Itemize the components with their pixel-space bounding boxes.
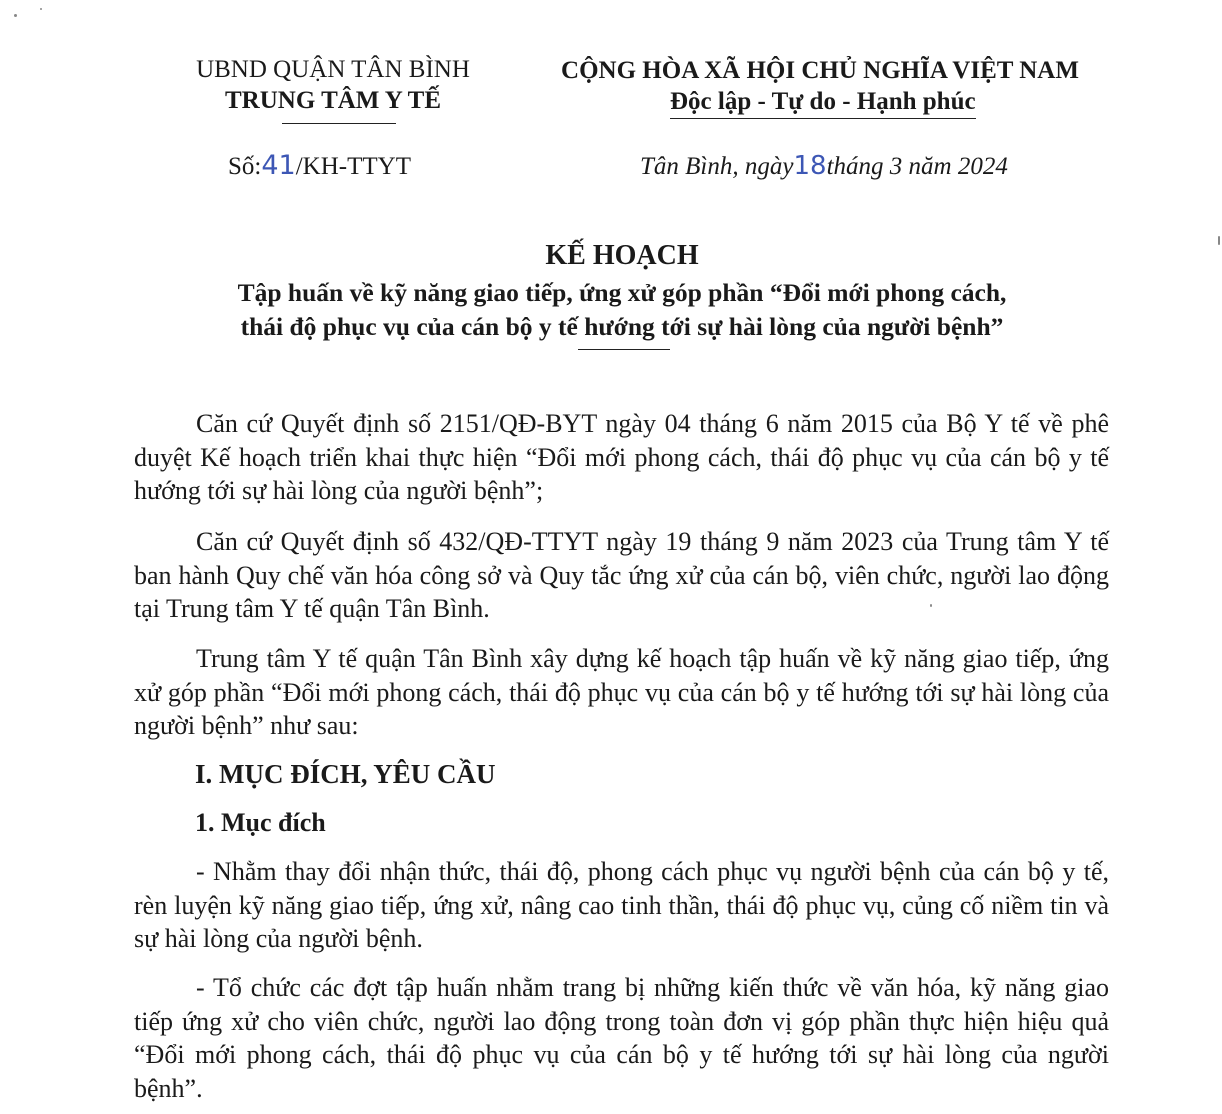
- issuing-agency: TRUNG TÂM Y TẾ: [224, 87, 441, 114]
- agency-underline: [282, 123, 396, 124]
- document-number: [228, 150, 411, 181]
- subsection-heading: 1. Mục đích: [195, 808, 326, 837]
- document-subject-line-1: Tập huấn về kỹ năng giao tiếp, ứng xử góp phần “Đổi mới phong cách,: [237, 278, 1007, 307]
- document-subject-line-2: thái độ phục vụ của cán bộ y tế hướng tới sự hài lòng của người bệnh”: [240, 312, 1004, 341]
- date-suffix: tháng 3 năm 2024: [826, 153, 1008, 180]
- document-number-prefix: Số:: [228, 153, 262, 180]
- purpose-paragraph-1: - Nhằm thay đổi nhận thức, thái độ, phong cách phục vụ người bệnh của cán bộ y tế, rèn luyện kỹ năng giao tiếp, ứng xử, nâng cao tinh thần, thái độ phục vụ, củng cố niềm tin và sự hài lòng của người bệnh.: [134, 857, 1109, 953]
- scan-speck: [40, 8, 42, 10]
- national-title: CỘNG HÒA XÃ HỘI CHỦ NGHĨA VIỆT NAM: [561, 57, 1079, 84]
- intro-paragraph: Trung tâm Y tế quận Tân Bình xây dựng kế hoạch tập huấn về kỹ năng giao tiếp, ứng xử góp phần “Đổi mới phong cách, thái độ phục vụ của cán bộ y tế hướng tới sự hài lòng của người bệnh” như sau:: [134, 644, 1109, 740]
- purpose-paragraph-2: - Tổ chức các đợt tập huấn nhằm trang bị những kiến thức về văn hóa, kỹ năng giao tiếp ứng xử cho viên chức, người lao động trong toàn đơn vị góp phần thực hiện hiệu quả “Đổi mới phong cách, thái độ phục vụ của cán bộ y tế hướng tới sự hài lòng của người bệnh”.: [134, 973, 1109, 1103]
- legal-basis-paragraph-2: Căn cứ Quyết định số 432/QĐ-TTYT ngày 19 tháng 9 năm 2023 của Trung tâm Y tế ban hành Quy chế văn hóa công sở và Quy tắc ứng xử của cán bộ, viên chức, người lao động tại Trung tâm Y tế quận Tân Bình.: [134, 527, 1109, 623]
- issuing-authority: UBND QUẬN TÂN BÌNH: [196, 56, 470, 83]
- scan-speck: [930, 604, 932, 607]
- legal-basis-paragraph-1: Căn cứ Quyết định số 2151/QĐ-BYT ngày 04 tháng 6 năm 2015 của Bộ Y tế về phê duyệt Kế hoạch triển khai thực hiện “Đổi mới phong cách, thái độ phục vụ của cán bộ y tế hướng tới sự hài lòng của người bệnh”;: [134, 409, 1109, 505]
- scan-speck: [1218, 236, 1220, 245]
- document-type-title: KẾ HOẠCH: [545, 240, 699, 271]
- national-motto: Độc lập - Tự do - Hạnh phúc: [670, 88, 976, 119]
- title-underline: [578, 349, 670, 350]
- document-number-handwritten: 41: [261, 150, 296, 181]
- scan-speck: [14, 14, 17, 17]
- document-date: [640, 151, 1008, 181]
- date-day-handwritten: 18: [793, 151, 827, 181]
- date-prefix: Tân Bình, ngày: [640, 153, 794, 180]
- section-heading: I. MỤC ĐÍCH, YÊU CẦU: [195, 759, 496, 789]
- document-number-suffix: /KH-TTYT: [295, 153, 411, 180]
